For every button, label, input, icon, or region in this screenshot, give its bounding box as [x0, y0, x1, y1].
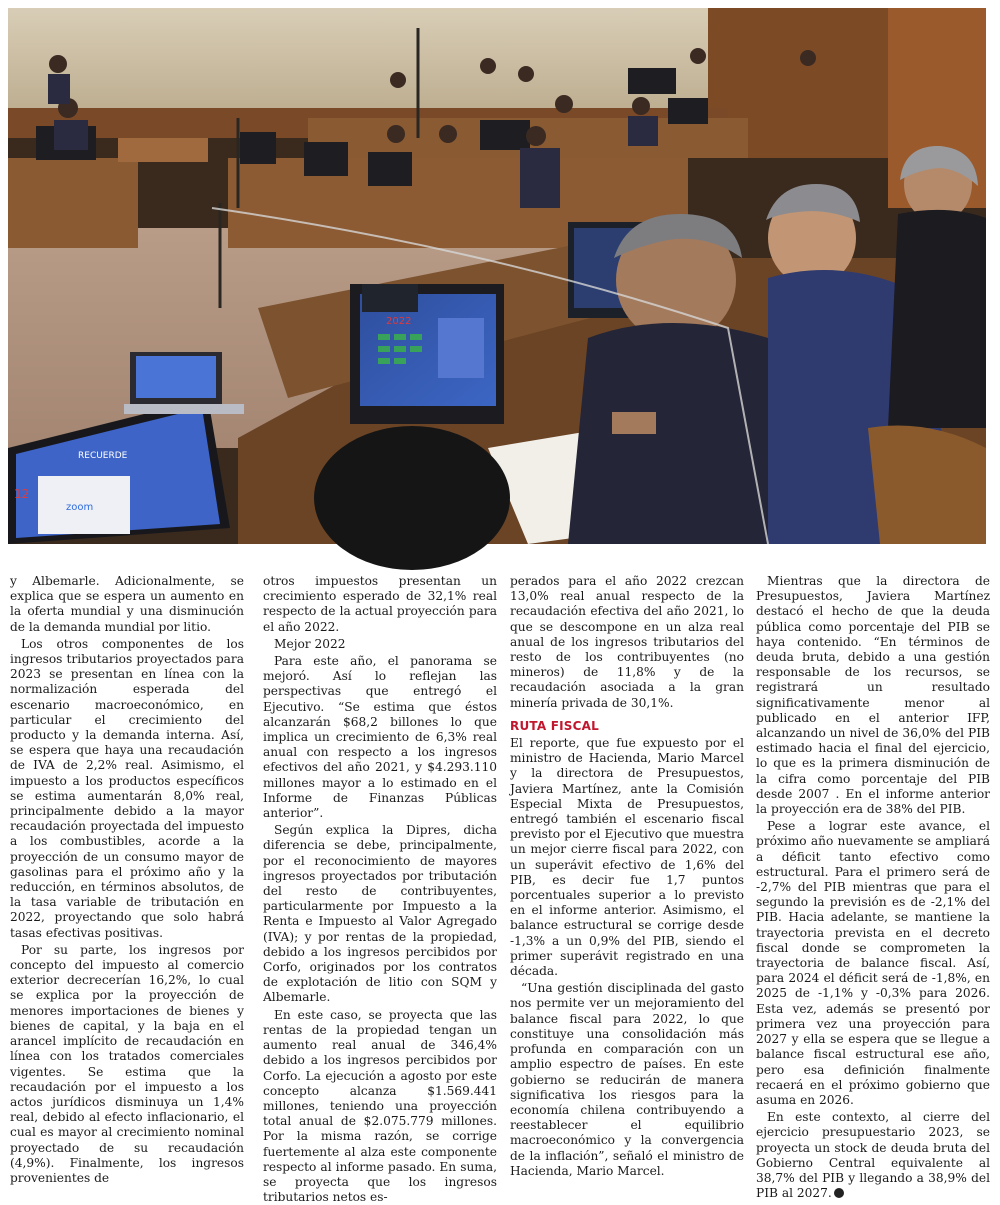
- article-column-1: [10, 574, 244, 1185]
- monitor-left-number: 12: [14, 487, 30, 501]
- article-body: [10, 574, 990, 1205]
- section-title-ruta-fiscal: RUTA FISCAL: [510, 718, 599, 733]
- paragraph: Para este año, el panorama se mejoró. Así lo reflejan las perspectivas que entregó el Ejecutivo. “Se estima que éstos alcanzarán $68,2 billones lo que implica un crecimiento de 6,3% real anual con respecto a los ingresos efectivos del año 2021, y $4.293.110 millones mayor a lo estimado en el Informe de Finanzas Públicas anterior”.: [263, 654, 497, 821]
- paragraph: En este caso, se proyecta que las rentas de la propiedad tengan un aumento real anual de 346,4% debido a los ingresos percibidos por Corfo. La ejecución a agosto por este concepto alcanza $1.569.441 millones, teniendo una proyección total anual de $2.075.779 millones. Por la misma razón, se corrige fuertemente al alza este componente respecto al informe pasado. En suma, se proyecta que los ingresos tributarios netos es-: [263, 1007, 497, 1205]
- paragraph: Según explica la Dipres, dicha diferencia se debe, principalmente, por el reconocimiento de mayores ingresos proyectados por tributación del resto de contribuyentes, particularmente por Impuesto a la Renta e Impuesto al Valor Agregado (IVA); y por rentas de la propiedad, debido a los ingresos percibidos por Corfo, originados por los contratos de explotación de litio con SQM y Albemarle.: [263, 823, 497, 1005]
- paragraph: El reporte, que fue expuesto por el ministro de Hacienda, Mario Marcel y la directora de Presupuestos, Javiera Martínez, ante la Comisión Especial Mixta de Presupuestos, entregó también el escenario fiscal previsto por el Ejecutivo que muestra un mejor cierre fiscal para 2022, con un superávit efectivo de 1,6% del PIB, es decir fue 1,7 puntos porcentuales superior a lo previsto en el informe anterior. Asimismo, el balance estructural se corrige desde -1,3% a un 0,9% del PIB, siendo el primer superávit registrado en una década.: [510, 736, 744, 979]
- paragraph: perados para el año 2022 crezcan 13,0% real anual respecto de la recaudación efectiva del año 2021, lo que se descompone en un alza real anual de los ingresos tributarios del resto de los contribuyentes (no mineros) de 11,8% y de la recaudación asociada a la gran minería privada de 30,1%.: [510, 574, 744, 710]
- paragraph: Los otros componentes de los ingresos tributarios proyectados para 2023 se presentan en línea con la normalización esperada del escenario macroeconómico, en particular el crecimiento del producto y la demanda interna. Así, se espera que haya una recaudación de IVA de 2,2% real. Asimismo, el impuesto a los productos específicos se estima aumentarán 8,0% real, principalmente debido a la mayor recaudación proyectada del impuesto a los combustibles, acorde a la proyección de un consumo mayor de gasolinas para el próximo año y la reducción, en términos absolutos, de la tasa variable de tributación en 2022, proyectando que solo habrá tasas efectivas positivas.: [10, 636, 244, 940]
- article-column-2: [263, 574, 497, 1205]
- paragraph: Pese a lograr este avance, el próximo año nuevamente se ampliará a déficit tanto efectivo como estructural. Para el primero será de -2,7% del PIB mientras que para el segundo la previsión es de -2,1% del PIB. Hacia adelante, se mantiene la trayectoria prevista en el decreto fiscal donde se comprometen la trayectoria de balance fiscal. Así, para 2024 el déficit será de -1,8%, en 2025 de -1,1% y -0,3% para 2026. Esta vez, además se presentó por primera vez una proyección para 2027 y ella se espera que se llegue a balance fiscal estructural ese año, pero esa definición finalmente recaerá en el próximo gobierno que asuma en 2026.: [756, 819, 990, 1107]
- paragraph-final: [756, 1110, 990, 1201]
- paragraph-final-text: En este contexto, al cierre del ejercicio presupuestario 2023, se proyecta un stock de deuda bruta del Gobierno Central equivalente al 38,7% del PIB y llegando a 38,9% del PIB al 2027.: [756, 1110, 990, 1201]
- paragraph: “Una gestión disciplinada del gasto nos permite ver un mejoramiento del balance fiscal para 2022, lo que constituye una consolidación más profunda en comparación con un amplio espectro de países. En este gobierno se reducirán de manera significativa los riesgos para la economía chilena contribuyendo a reestablecer el equilibrio macroeconómico y la convergencia de la inflación”, señaló el ministro de Hacienda, Mario Marcel.: [510, 981, 744, 1178]
- monitor-center-title: 2022: [386, 316, 412, 327]
- monitor-left-title: RECUERDE: [78, 451, 128, 461]
- end-of-article-icon: [834, 1188, 844, 1198]
- paragraph: otros impuestos presentan un crecimiento esperado de 32,1% real respecto de la actual proyección para el año 2022.: [263, 574, 497, 634]
- paragraph: Mientras que la directora de Presupuestos, Javiera Martínez destacó el hecho de que la deuda pública como porcentaje del PIB se haya contenido. “En términos de deuda bruta, debido a una gestión responsable de los recursos, se registrará un resultado significativamente menor al publicado en el anterior IFP, alcanzando un nivel de 36,0% del PIB estimado hacia el final del ejercicio, lo que es la primera disminución de la cifra como porcentaje del PIB desde 2007 . En el informe anterior la proyección era de 38% del PIB.: [756, 574, 990, 817]
- paragraph: Por su parte, los ingresos por concepto del impuesto al comercio exterior decrecerían 16,2%, lo cual se explica por la proyección de menores importaciones de bienes y bienes de capital, y la baja en el arancel implícito de recaudación en línea con los tratados comerciales vigentes. Se estima que la recaudación por el impuesto a los actos jurídicos disminuya un 1,4% real, debido al efecto inflacionario, el cual es mayor al crecimiento nominal proyectado de su recaudación (4,9%). Finalmente, los ingresos provenientes de: [10, 942, 244, 1185]
- article-photo: [8, 8, 986, 544]
- subheading-mejor-2022: Mejor 2022: [274, 636, 346, 651]
- article-column-3: [510, 574, 744, 1178]
- senate-chamber-photo: [8, 8, 986, 544]
- paragraph: y Albemarle. Adicionalmente, se explica que se espera un aumento en la oferta mundial y una disminución de la demanda mundial por litio.: [10, 574, 244, 634]
- monitor-left-brand: zoom: [66, 502, 94, 513]
- article-column-4: [756, 574, 990, 1201]
